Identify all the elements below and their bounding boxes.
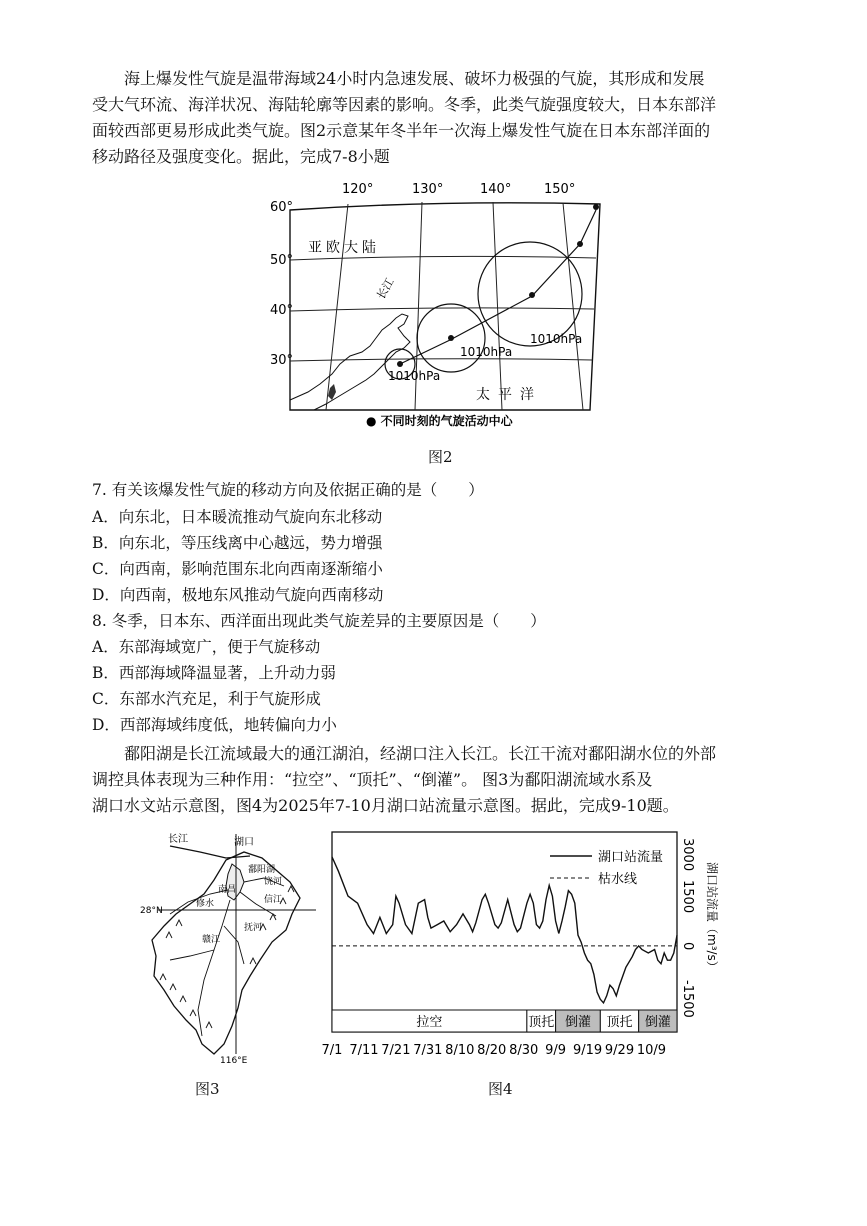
intro-paragraph-1 — [92, 66, 792, 170]
question-7-option-d: D．向西南，极地东风推动气旋向西南移动 — [92, 586, 384, 604]
phase-label: 倒灌 — [644, 1015, 671, 1030]
intro-line: 调控具体表现为三种作用：“拉空”、“顶托”、“倒灌”。 图3为鄱阳湖流域水系及 — [92, 770, 653, 789]
cyclone-center-dot — [397, 361, 403, 367]
continent-label: 亚欧大陆 — [308, 240, 380, 256]
map-frame — [290, 203, 600, 410]
fig3-lon-label: 116°E — [220, 1056, 248, 1065]
intro-line: 受大气环流、海洋状况、海陆轮廓等因素的影响。冬季，此类气旋强度较大，日本东部洋 — [92, 95, 717, 114]
river-label: 长江 — [374, 275, 397, 302]
question-8-option-c: C．东部水汽充足，利于气旋形成 — [92, 690, 321, 708]
fig3-label-fuhe: 抚河 — [244, 923, 263, 933]
x-tick-label: 10/9 — [636, 1043, 667, 1058]
phase-label: 顶托 — [606, 1015, 633, 1030]
question-8-option-b: B．西部海域降温显著，上升动力弱 — [92, 664, 336, 682]
intro-line: 面较西部更易形成此类气旋。图2示意某年冬半年一次海上爆发性气旋在日本东部洋面的 — [92, 121, 711, 140]
y-tick-label: -1500 — [680, 980, 695, 1018]
river-line — [198, 900, 230, 1036]
coastline — [290, 314, 410, 410]
x-tick-label: 8/30 — [509, 1043, 539, 1058]
river-line — [170, 950, 214, 960]
x-tick-label: 8/20 — [477, 1043, 507, 1058]
x-tick-label: 7/31 — [413, 1043, 443, 1058]
lon-label: 140° — [480, 182, 512, 197]
figure-4-caption: 图4 — [488, 1080, 513, 1098]
lat-label: 30° — [270, 353, 294, 368]
fig3-label-xiushui: 修水 — [196, 899, 215, 909]
fig3-label-xinjiang: 信江 — [264, 895, 283, 905]
pressure-label: 1010hPa — [530, 332, 583, 346]
phase-label: 拉空 — [416, 1015, 443, 1030]
cyclone-center-dot — [529, 292, 535, 298]
fig3-label-ganjiang: 赣江 — [202, 935, 221, 945]
figure-3-basin-map — [140, 830, 320, 1065]
cyclone-center-dot — [448, 335, 454, 341]
y-tick-label: 1500 — [680, 880, 695, 914]
x-tick-label: 7/11 — [349, 1043, 379, 1058]
fig3-label-poyang: 鄱阳湖 — [248, 865, 276, 875]
cyclone-center-dot — [577, 241, 583, 247]
intro-paragraph-2 — [92, 741, 792, 819]
lon-label: 120° — [342, 182, 374, 197]
intro-line: 湖口水文站示意图，图4为2025年7-10月湖口站流量示意图。据此，完成9-10题。 — [92, 796, 679, 815]
fig3-label-nanchang: 南昌 — [218, 885, 237, 895]
phase-label: 顶托 — [528, 1015, 555, 1030]
meridian-line — [493, 202, 502, 410]
figure-4-flow-chart — [312, 822, 732, 1070]
question-7-option-b: B．向东北，等压线离中心越远，势力增强 — [92, 534, 383, 552]
cyclone-center-dot — [593, 204, 599, 210]
question-7-stem: 7. 有关该爆发性气旋的移动方向及依据正确的是（ ） — [92, 481, 484, 499]
figure-2-map — [270, 178, 610, 433]
fig3-label-raohe: 饶河 — [264, 877, 283, 887]
x-tick-label: 7/1 — [321, 1043, 343, 1058]
intro-line: 海上爆发性气旋是温带海域24小时内急速发展、破坏力极强的气旋，其形成和发展 — [124, 69, 705, 88]
fig3-label-yangtze: 长江 — [168, 834, 188, 845]
x-tick-label: 7/21 — [381, 1043, 411, 1058]
legend-dry-label: 枯水线 — [598, 872, 638, 887]
parallel-line — [290, 256, 596, 260]
x-tick-label: 9/9 — [545, 1043, 567, 1058]
phase-label: 倒灌 — [564, 1015, 591, 1030]
question-8-option-d: D．西部海域纬度低，地转偏向力小 — [92, 716, 337, 734]
question-7-option-c: C．向西南，影响范围东北向西南逐渐缩小 — [92, 560, 383, 578]
lat-label: 40° — [270, 303, 294, 318]
y-tick-label: 0 — [680, 942, 695, 951]
lat-label: 60° — [270, 200, 294, 215]
fig3-lat-label: 28°N — [140, 906, 163, 916]
question-7-option-a: A．向东北，日本暖流推动气旋向东北移动 — [92, 508, 383, 526]
pressure-label: 1010hPa — [388, 369, 441, 383]
parallel-line — [290, 359, 592, 361]
figure-3-caption: 图3 — [195, 1080, 220, 1098]
figure-2-caption: 图2 — [428, 448, 453, 466]
intro-line: 移动路径及强度变化。据此，完成7-8小题 — [92, 147, 390, 166]
question-8-option-a: A．东部海域宽广，便于气旋移动 — [92, 638, 321, 656]
y-tick-label: 3000 — [680, 838, 695, 872]
intro-line: 鄱阳湖是长江流域最大的通江湖泊，经湖口注入长江。长江干流对鄱阳湖水位的外部 — [124, 744, 717, 763]
pressure-label: 1010hPa — [460, 345, 513, 359]
x-tick-label: 9/19 — [572, 1043, 603, 1058]
x-tick-label: 8/10 — [445, 1043, 475, 1058]
map-legend: ● 不同时刻的气旋活动中心 — [366, 414, 513, 428]
meridian-line — [326, 204, 348, 410]
legend-flow-label: 湖口站流量 — [598, 850, 664, 865]
question-8-stem: 8. 冬季，日本东、西洋面出现此类气旋差异的主要原因是（ ） — [92, 612, 546, 630]
ocean-label: 太平洋 — [476, 387, 542, 403]
river-line — [224, 926, 244, 964]
lon-label: 150° — [544, 182, 576, 197]
y-axis-title: 湖口站流量（m³/s） — [705, 862, 719, 973]
parallel-line — [290, 308, 594, 311]
fig3-label-hukou: 湖口 — [234, 837, 254, 848]
lat-label: 50° — [270, 253, 294, 268]
lon-label: 130° — [412, 182, 444, 197]
x-tick-label: 9/29 — [604, 1043, 635, 1058]
taiwan-island — [328, 384, 336, 400]
